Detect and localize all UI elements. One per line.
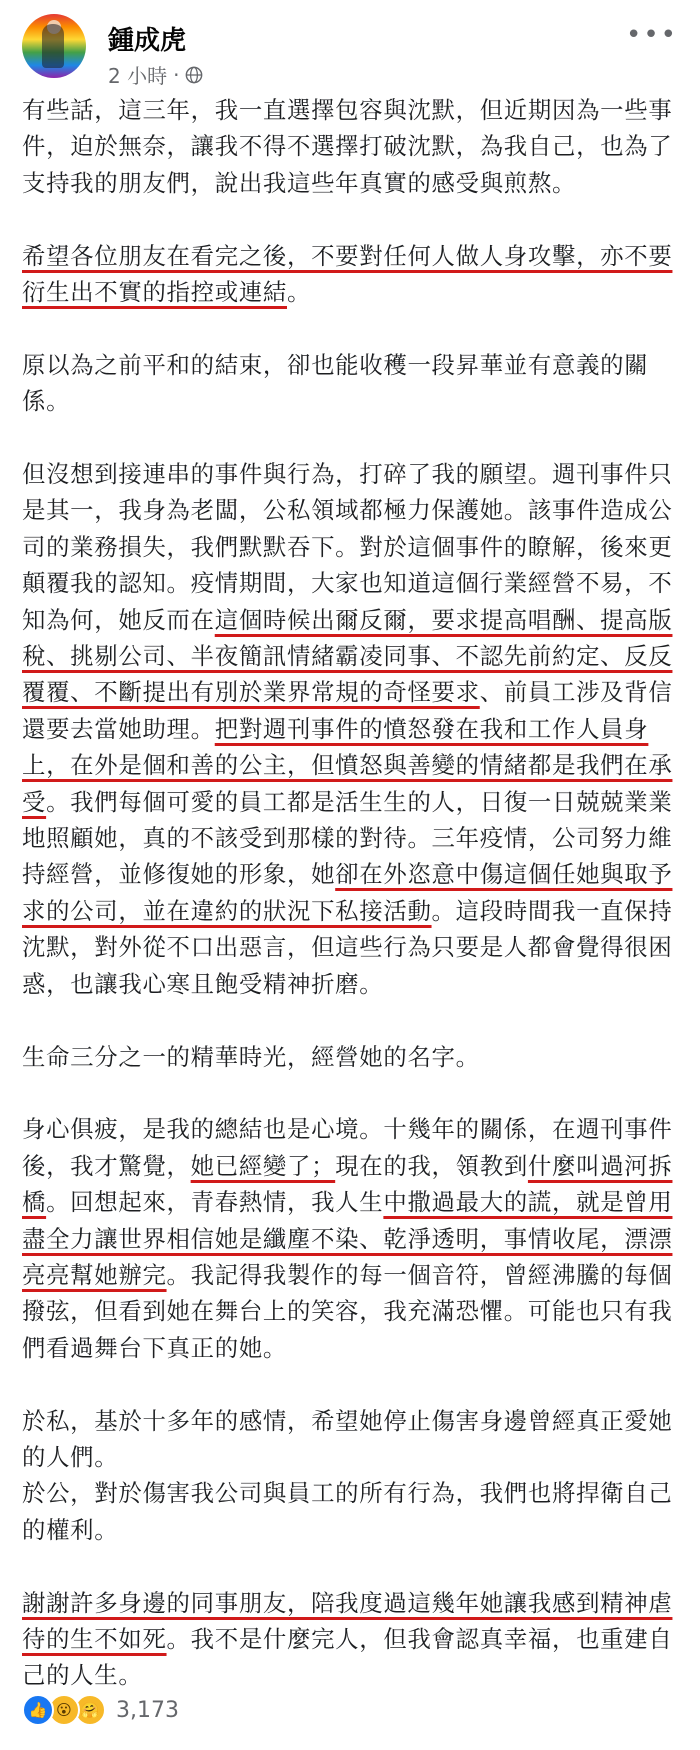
- post-paragraph: [22, 92, 682, 201]
- reaction-count[interactable]: 3,173: [116, 1697, 179, 1723]
- post-text: 原以為之前平和的結束，卻也能收穫一段昇華並有意義的關係。: [22, 350, 649, 416]
- avatar[interactable]: [22, 14, 86, 78]
- post-paragraph: [22, 347, 682, 420]
- underlined-text: 她已經變了；: [190, 1151, 336, 1180]
- post-text: 身心俱疲，是我的總結也是心境。十幾年的關係，在週刊事件後，我才驚覺，: [22, 1115, 673, 1180]
- post-body: [22, 92, 682, 1730]
- post-text: 於私，基於十多年的感情，希望她停止傷害身邊曾經真正愛她的人們。: [22, 1406, 673, 1471]
- post-paragraph: [22, 456, 682, 1002]
- post-time[interactable]: 2 小時: [108, 64, 168, 88]
- post-text: 現在的我，領教到: [335, 1151, 528, 1180]
- post-text: 。我記得我製作的每一個音符，曾經沸騰的每個撥弦，但看到她在舞台上的笑容，我充滿恐懼。可能也只有我們看過舞台下真正的她。: [22, 1260, 673, 1362]
- post-paragraph: [22, 1111, 682, 1366]
- underlined-text: 希望各位朋友在看完之後，不要對任何人做人身攻擊，亦不要衍生出不實的指控或連結: [22, 241, 673, 307]
- underlined-text: 把對週刊事件的憤怒發在我和工作人員身上，在外是個和善的公主，但憤怒與善變的情緒都是我們在承受: [22, 714, 673, 816]
- post-text: 於公，對於傷害我公司與員工的所有行為，我們也將捍衛自己的權利。: [22, 1479, 673, 1544]
- reaction-icons[interactable]: [22, 1694, 100, 1726]
- underlined-text: 中撒過最大的謊，就是曾用盡全力讓世界相信她是纖塵不染、乾淨透明，事情收尾，漂漂亮亮幫她辦完: [22, 1188, 673, 1289]
- underlined-text: 謝謝許多身邊的同事朋友，陪我度過這幾年她讓我感到精神虐待的生不如死: [22, 1588, 673, 1653]
- meta-separator: ·: [173, 62, 180, 87]
- post-text: 有些話，這三年，我一直選擇包容與沈默，但近期因為一些事件，迫於無奈，讓我不得不選擇打破沈默，為我自己，也為了支持我的朋友們，說出我這些年真實的感受與煎熬。: [22, 96, 673, 197]
- post-paragraph: [22, 238, 682, 311]
- post-paragraph: [22, 1475, 682, 1548]
- wow-icon: 😮: [48, 1694, 80, 1726]
- author-name[interactable]: 鍾成虎: [108, 26, 187, 56]
- post-text: 但沒想到接連串的事件與行為，打碎了我的願望。週刊事件只是其一，我身為老闆，公私領域都極力保護她。該事件造成公司的業務損失，我們默默吞下。對於這個事件的瞭解，後來更顛覆我的認知。疫情期間，大家也知道這個行業經營不易，不知為何，她反而在: [22, 460, 673, 634]
- care-icon: 🤗: [74, 1694, 106, 1726]
- underlined-text: 這個時候出爾反爾，要求提高唱酬、提高版稅、挑剔公司、半夜簡訊情緒霸凌同事、不認先前約定、反反覆覆、不斷提出有別於業界常規的奇怪要求: [22, 605, 673, 707]
- post-text: 生命三分之一的精華時光，經營她的名字。: [22, 1042, 480, 1071]
- post-text: 。回想起來，青春熱情，我人生: [46, 1188, 384, 1217]
- ellipsis-icon[interactable]: •••: [625, 20, 678, 50]
- underlined-text: 卻在外恣意中傷這個任她與取予求的公司，並在違約的狀況下私接活動: [22, 860, 673, 925]
- reactions-bar[interactable]: [22, 1690, 179, 1730]
- post-header: [22, 14, 678, 90]
- post-text: 、前員工涉及背信還要去當她助理。: [22, 678, 673, 743]
- post-text: 。我們每個可愛的員工都是活生生的人，日復一日兢兢業業地照顧她，真的不該受到那樣的對待。三年疫情，公司努力維持經營，並修復她的形象，她: [22, 787, 673, 889]
- post-text: 。這段時間我一直保持沈默，對外從不口出惡言，但這些行為只要是人都會覺得很困惑，也讓我心寒且飽受精神折磨。: [22, 896, 673, 998]
- post-text: 。: [287, 278, 312, 307]
- avatar-figure: [42, 24, 64, 68]
- post-paragraph: [22, 1039, 682, 1075]
- post-paragraph: [22, 1403, 682, 1476]
- underlined-text: 什麼叫過河拆橋: [22, 1151, 673, 1217]
- globe-icon: [185, 66, 203, 84]
- like-icon: 👍: [22, 1694, 54, 1726]
- post-meta: [108, 60, 203, 89]
- post-paragraph: [22, 1585, 682, 1694]
- post-text: 。我不是什麼完人，但我會認真幸福，也重建自己的人生。: [22, 1624, 673, 1690]
